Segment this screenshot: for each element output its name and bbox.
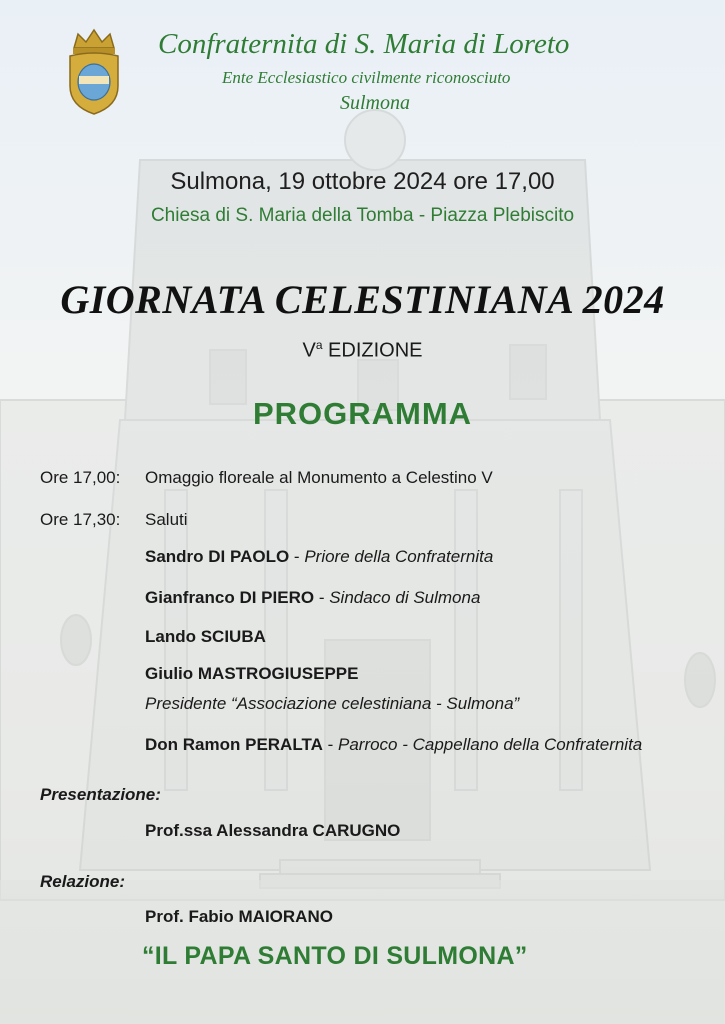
- event-venue: Chiesa di S. Maria della Tomba - Piazza Plebiscito: [150, 205, 575, 226]
- speaker-row: [145, 664, 358, 684]
- lecture-speaker: Prof. Fabio MAIORANO: [145, 907, 333, 926]
- crowned-crest-icon: [64, 26, 124, 116]
- edition-word: EDIZIONE: [322, 339, 423, 362]
- speaker-role: Priore della Confraternita: [304, 547, 494, 566]
- speaker-separator: -: [322, 735, 338, 754]
- speaker-row: [145, 547, 493, 567]
- speaker-name: Giulio MASTROGIUSEPPE: [145, 664, 359, 683]
- slot1-text: Omaggio floreale al Monumento a Celestino V: [145, 468, 493, 487]
- slot2-time: Ore 17,30:: [40, 510, 121, 529]
- edition-prefix: V: [302, 339, 316, 362]
- event-edition: [0, 338, 725, 363]
- edition-superscript: a: [315, 338, 323, 352]
- organization-city: Sulmona: [340, 92, 410, 114]
- slot1-time: Ore 17,00:: [40, 468, 121, 487]
- speaker-role: Parroco - Cappellano della Confraternita: [337, 735, 643, 754]
- event-date-time: Sulmona, 19 ottobre 2024 ore 17,00: [170, 168, 555, 195]
- presentation-speaker: Prof.ssa Alessandra CARUGNO: [145, 821, 401, 840]
- program-heading: PROGRAMMA: [252, 396, 473, 431]
- speaker-name: Sandro DI PAOLO: [145, 547, 290, 566]
- speaker-separator: -: [314, 588, 330, 607]
- speaker-name: Don Ramon PERALTA: [145, 735, 323, 754]
- speaker-name: Gianfranco DI PIERO: [145, 588, 315, 607]
- event-title: GIORNATA CELESTINIANA 2024: [60, 277, 665, 322]
- speaker-role: Sindaco di Sulmona: [329, 588, 481, 607]
- speaker-row: [145, 627, 266, 647]
- speaker-row: [145, 588, 480, 608]
- organization-name: Confraternita di S. Maria di Loreto: [158, 28, 570, 60]
- presentation-label: Presentazione:: [40, 785, 161, 804]
- speaker-separator: -: [289, 547, 305, 566]
- speaker-role: Presidente “Associazione celestiniana - Sulmona”: [145, 694, 520, 713]
- speaker-name: Lando SCIUBA: [145, 627, 266, 646]
- lecture-title: “IL PAPA SANTO DI SULMONA”: [142, 942, 528, 970]
- lecture-label: Relazione:: [40, 872, 126, 891]
- organization-subtitle: Ente Ecclesiastico civilmente riconosciuto: [222, 68, 511, 87]
- slot2-text: Saluti: [145, 510, 188, 529]
- speaker-role-line: [145, 694, 519, 714]
- speaker-row: [145, 735, 642, 755]
